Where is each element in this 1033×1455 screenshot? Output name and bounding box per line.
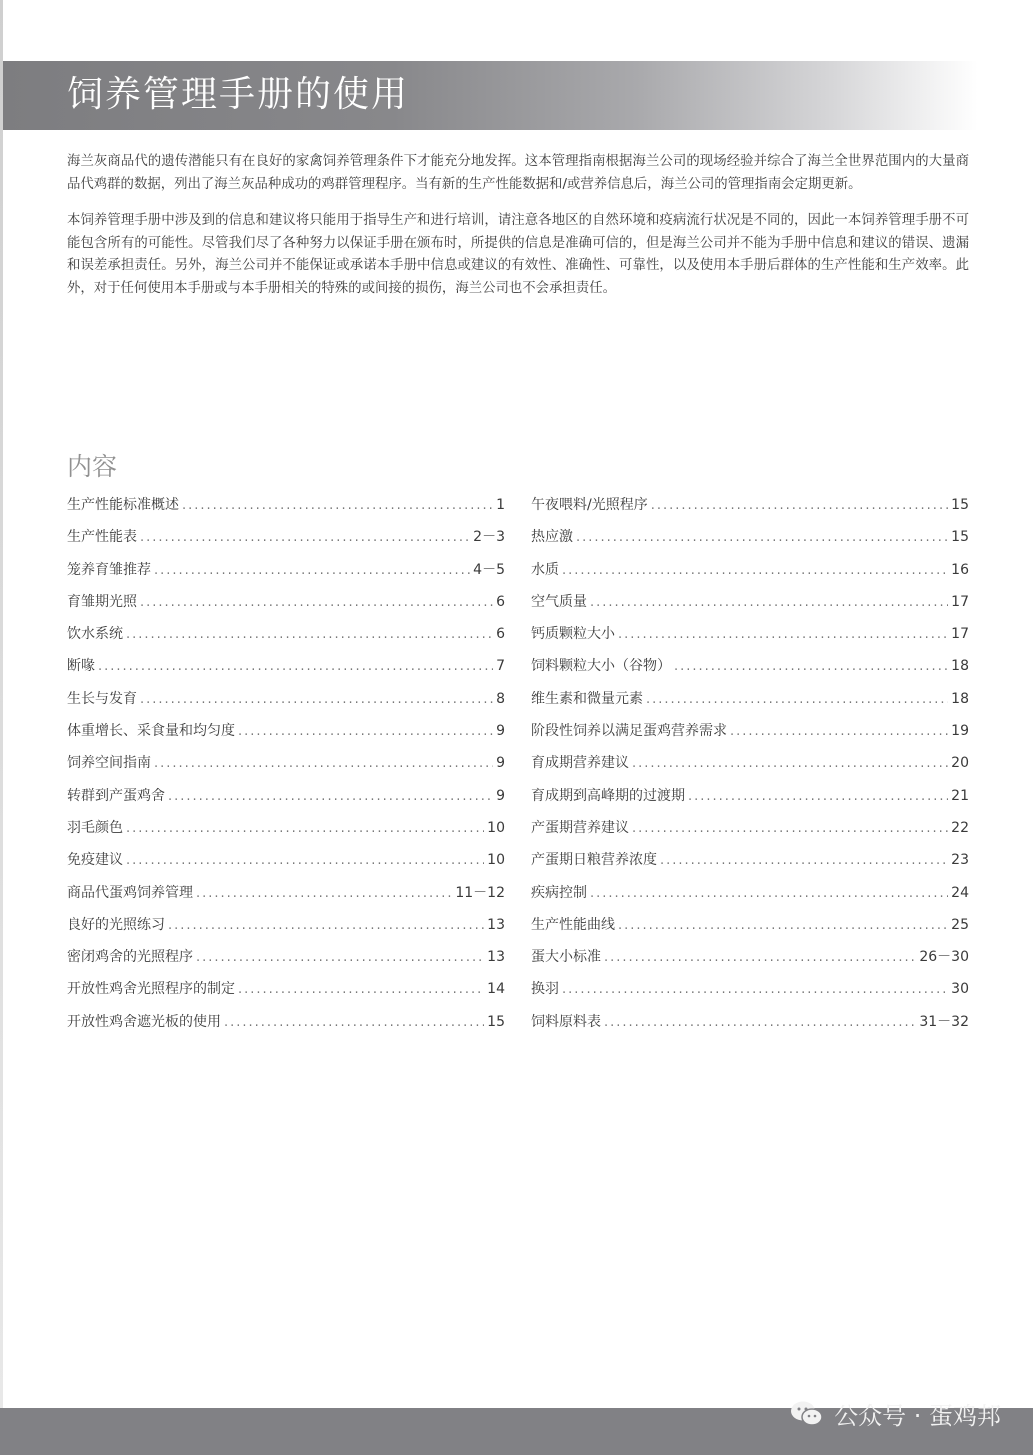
toc-entry-label: 钙质颗粒大小: [531, 626, 615, 643]
toc-entry[interactable]: [531, 623, 969, 655]
toc-entry-label: 转群到产蛋鸡舍: [67, 787, 165, 804]
toc-leader-dots: [562, 563, 948, 578]
toc-entry-page: 8: [496, 690, 505, 707]
toc-entry[interactable]: [67, 946, 505, 978]
toc-entry[interactable]: [531, 752, 969, 784]
toc-leader-dots: [562, 982, 948, 997]
toc-leader-dots: [154, 756, 493, 771]
toc-entry-page: 2－3: [473, 529, 505, 546]
toc-entry-label: 免疫建议: [67, 852, 123, 869]
toc-entry[interactable]: [67, 785, 505, 817]
toc-entry-label: 热应激: [531, 529, 573, 546]
toc-entry[interactable]: [531, 1011, 969, 1043]
toc-entry-label: 密闭鸡舍的光照程序: [67, 949, 193, 966]
header-band: [3, 61, 978, 130]
toc-leader-dots: [604, 950, 916, 965]
toc-entry-page: 9: [496, 723, 505, 740]
toc-leader-dots: [576, 530, 948, 545]
toc-entry-page: 26－30: [919, 949, 969, 966]
toc-entry-label: 水质: [531, 561, 559, 578]
watermark: [790, 1396, 1001, 1431]
toc-leader-dots: [590, 595, 948, 610]
toc-leader-dots: [182, 498, 493, 513]
toc-entry-label: 饮水系统: [67, 626, 123, 643]
toc-entry-label: 育雏期光照: [67, 593, 137, 610]
toc-entry-page: 13: [487, 949, 505, 966]
toc-entry-label: 育成期营养建议: [531, 755, 629, 772]
toc-entry-page: 6: [496, 593, 505, 610]
toc-entry-page: 19: [951, 723, 969, 740]
toc-entry-page: 16: [951, 561, 969, 578]
toc-entry[interactable]: [67, 688, 505, 720]
page-title: 饲养管理手册的使用: [67, 74, 410, 115]
toc-entry-page: 18: [951, 690, 969, 707]
toc-leader-dots: [590, 886, 948, 901]
toc-entry-label: 生产性能表: [67, 529, 137, 546]
toc-leader-dots: [618, 918, 948, 933]
toc-leader-dots: [632, 821, 948, 836]
toc-entry-page: 4－5: [473, 561, 505, 578]
toc-entry-page: 15: [951, 529, 969, 546]
toc-entry-label: 阶段性饲养以满足蛋鸡营养需求: [531, 723, 727, 740]
toc-entry-page: 20: [951, 755, 969, 772]
toc-entry-label: 疾病控制: [531, 884, 587, 901]
toc-entry-label: 生产性能曲线: [531, 916, 615, 933]
toc-entry[interactable]: [531, 914, 969, 946]
toc-entry[interactable]: [67, 494, 505, 526]
toc-entry[interactable]: [531, 494, 969, 526]
toc-entry[interactable]: [67, 720, 505, 752]
toc-entry-label: 断喙: [67, 658, 95, 675]
toc-leader-dots: [140, 692, 493, 707]
toc-entry-label: 产蛋期营养建议: [531, 819, 629, 836]
toc-entry-page: 25: [951, 916, 969, 933]
toc-leader-dots: [688, 789, 948, 804]
toc-left-column: [67, 494, 505, 1043]
toc-entry[interactable]: [67, 817, 505, 849]
toc-entry[interactable]: [531, 591, 969, 623]
toc-leader-dots: [618, 627, 948, 642]
toc-leader-dots: [126, 627, 493, 642]
toc-entry-page: 9: [496, 787, 505, 804]
toc-leader-dots: [651, 498, 948, 513]
toc-entry-label: 笼养育雏推荐: [67, 561, 151, 578]
toc-entry-label: 产蛋期日粮营养浓度: [531, 852, 657, 869]
wechat-icon: [790, 1400, 824, 1428]
toc-leader-dots: [674, 659, 948, 674]
toc-leader-dots: [730, 724, 948, 739]
toc-entry-page: 22: [951, 819, 969, 836]
toc-entry[interactable]: [531, 688, 969, 720]
toc-entry-label: 换羽: [531, 981, 559, 998]
toc-entry[interactable]: [531, 882, 969, 914]
toc-entry-page: 15: [951, 497, 969, 513]
toc-entry-page: 7: [496, 658, 505, 675]
toc-leader-dots: [196, 886, 452, 901]
toc-leader-dots: [126, 853, 484, 868]
toc-entry[interactable]: [67, 591, 505, 623]
toc-entry[interactable]: [67, 559, 505, 591]
toc-entry-page: 9: [496, 755, 505, 772]
toc-entry-label: 羽毛颜色: [67, 819, 123, 836]
toc-entry-label: 开放性鸡舍光照程序的制定: [67, 981, 235, 998]
toc-entry[interactable]: [67, 849, 505, 881]
contents-title: 内容: [67, 452, 118, 481]
toc-entry-label: 维生素和微量元素: [531, 690, 643, 707]
toc-leader-dots: [632, 756, 948, 771]
toc-entry-page: 10: [487, 819, 505, 836]
toc-entry[interactable]: [67, 526, 505, 558]
toc-entry[interactable]: [67, 623, 505, 655]
toc-leader-dots: [238, 982, 484, 997]
toc-leader-dots: [168, 789, 493, 804]
toc-entry[interactable]: [531, 946, 969, 978]
toc-leader-dots: [646, 692, 948, 707]
toc-entry-label: 空气质量: [531, 593, 587, 610]
toc-entry-page: 13: [487, 916, 505, 933]
toc-entry-label: 体重增长、采食量和均匀度: [67, 723, 235, 740]
toc-leader-dots: [126, 821, 484, 836]
intro-section: [67, 151, 969, 314]
toc-entry-page: 10: [487, 852, 505, 869]
toc-leader-dots: [238, 724, 493, 739]
toc-entry-label: 饲料颗粒大小（谷物）: [531, 658, 671, 675]
toc-entry-page: 18: [951, 658, 969, 675]
toc-entry-label: 饲养空间指南: [67, 755, 151, 772]
toc-leader-dots: [604, 1015, 916, 1030]
toc-entry[interactable]: [67, 978, 505, 1010]
toc-leader-dots: [660, 853, 948, 868]
toc-entry[interactable]: [531, 785, 969, 817]
toc-entry-label: 良好的光照练习: [67, 916, 165, 933]
toc-entry-page: 21: [951, 787, 969, 804]
toc-entry[interactable]: [67, 752, 505, 784]
toc-entry[interactable]: [531, 559, 969, 591]
toc-entry[interactable]: [531, 978, 969, 1010]
toc-entry[interactable]: [531, 849, 969, 881]
toc-leader-dots: [154, 563, 470, 578]
toc-entry-label: 商品代蛋鸡饲养管理: [67, 884, 193, 901]
toc-entry-page: 30: [951, 981, 969, 998]
toc-leader-dots: [140, 530, 470, 545]
toc-entry-label: 生产性能标准概述: [67, 497, 179, 513]
toc-entry[interactable]: [531, 720, 969, 752]
toc-entry[interactable]: [67, 914, 505, 946]
intro-paragraph: 海兰灰商品代的遗传潜能只有在良好的家禽饲养管理条件下才能充分地发挥。这本管理指南根据海兰公司的现场经验并综合了海兰全世界范围内的大量商品代鸡群的数据，列出了海兰灰品种成功的鸡群管理程序。当有新的生产性能数据和/或营养信息后，海兰公司的管理指南会定期更新。: [67, 154, 969, 192]
toc-entry[interactable]: [67, 655, 505, 687]
toc-leader-dots: [98, 659, 493, 674]
toc-entry-label: 蛋大小标准: [531, 949, 601, 966]
toc-entry[interactable]: [531, 817, 969, 849]
toc-entry-label: 饲料原料表: [531, 1013, 601, 1030]
toc-entry-page: 17: [951, 626, 969, 643]
toc-entry[interactable]: [67, 882, 505, 914]
watermark-text: 公众号 · 蛋鸡邦: [834, 1402, 1001, 1430]
toc-entry[interactable]: [531, 655, 969, 687]
toc-entry-label: 开放性鸡舍遮光板的使用: [67, 1013, 221, 1030]
toc-entry-page: 23: [951, 852, 969, 869]
toc-entry-label: 午夜喂料/光照程序: [531, 497, 648, 513]
toc-entry-page: 14: [487, 981, 505, 998]
intro-paragraph: 本饲养管理手册中涉及到的信息和建议将只能用于指导生产和进行培训，请注意各地区的自然环境和疫病流行状况是不同的，因此一本饲养管理手册不可能包含所有的可能性。尽管我们尽了各种努力以保证手册在颁布时，所提供的信息是准确可信的，但是海兰公司并不能为手册中信息和建议的错误、遗漏和误差承担责任。另外，海兰公司并不能保证或承诺本手册中信息或建议的有效性、准确性、可靠性，以及使用本手册后群体的生产性能和生产效率。此外，对于任何使用本手册或与本手册相关的特殊的或间接的损伤，海兰公司也不会承担责任。: [67, 213, 969, 296]
toc-entry-page: 17: [951, 593, 969, 610]
toc-entry-page: 6: [496, 626, 505, 643]
toc-entry-label: 育成期到高峰期的过渡期: [531, 787, 685, 804]
toc-entry[interactable]: [67, 1011, 505, 1043]
toc-entry-page: 1: [496, 497, 505, 513]
toc-entry[interactable]: [531, 526, 969, 558]
toc-entry-page: 11－12: [455, 884, 505, 901]
toc-leader-dots: [196, 950, 484, 965]
toc-leader-dots: [224, 1015, 484, 1030]
toc-leader-dots: [168, 918, 484, 933]
toc-right-column: [531, 494, 969, 1043]
toc-entry-page: 15: [487, 1013, 505, 1030]
toc-entry-label: 生长与发育: [67, 690, 137, 707]
toc-entry-page: 31－32: [919, 1013, 969, 1030]
page-edge: [0, 0, 3, 1408]
toc-leader-dots: [140, 595, 493, 610]
toc-entry-page: 24: [951, 884, 969, 901]
